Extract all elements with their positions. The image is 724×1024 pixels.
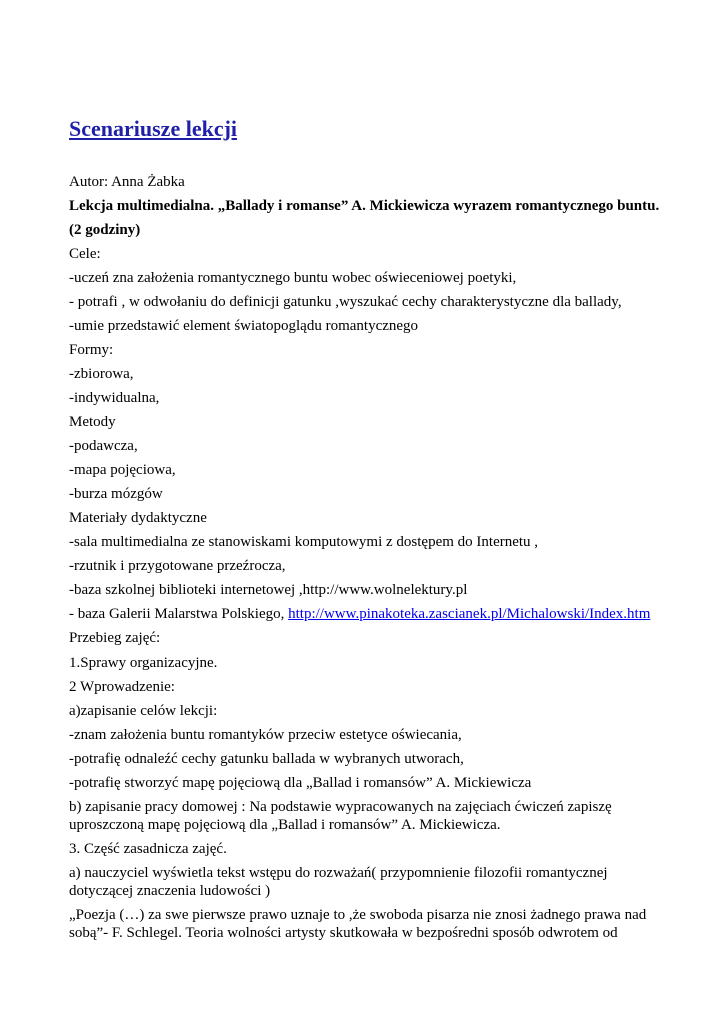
methods-heading: Metody [69, 414, 116, 430]
material-item [69, 605, 650, 623]
page-title: Scenariusze lekcji [69, 116, 238, 141]
goal-item: - potrafi , w odwołaniu do definicji gatunku ,wyszukać cechy charakterystyczne dla ballady, [69, 294, 622, 310]
teacher-note-line-1: a) nauczyciel wyświetla tekst wstępu do rozważań( przypomnienie filozofii romantycznej [69, 865, 608, 881]
goal-item: -uczeń zna założenia romantycznego buntu wobec oświeceniowej poetyki, [69, 270, 517, 286]
goal-item: -umie przedstawić element światopoglądu romantycznego [69, 318, 419, 334]
course-heading: Przebieg zajęć: [69, 630, 161, 646]
lesson-title-line-2: (2 godziny) [69, 222, 141, 238]
course-substep: a)zapisanie celów lekcji: [69, 703, 218, 719]
course-list-item: -znam założenia buntu romantyków przeciw estetyce oświecania, [69, 727, 462, 743]
form-item: -indywidualna, [69, 390, 160, 406]
course-list-item: -potrafię odnaleźć cechy gatunku ballada w wybranych utworach, [69, 751, 464, 767]
pinakoteka-link[interactable]: http://www.pinakoteka.zascianek.pl/Michalowski/Index.htm [288, 606, 651, 622]
quote-line-1: „Poezja (…) za swe pierwsze prawo uznaje to ,że swoboda pisarza nie znosi żadnego prawa nad [69, 907, 647, 923]
material-item-text: - baza Galerii Malarstwa Polskiego, [69, 606, 289, 622]
teacher-note-line-2: dotyczącej znaczenia ludowości ) [69, 883, 271, 899]
course-step: 1.Sprawy organizacyjne. [69, 655, 218, 671]
material-item: -rzutnik i przygotowane przeźrocza, [69, 558, 286, 574]
method-item: -burza mózgów [69, 486, 163, 502]
method-item: -podawcza, [69, 438, 138, 454]
author-line: Autor: Anna Żabka [69, 174, 185, 190]
material-item: -sala multimedialna ze stanowiskami komputowymi z dostępem do Internetu , [69, 534, 539, 550]
forms-heading: Formy: [69, 342, 114, 358]
lesson-title-line-1: Lekcja multimedialna. „Ballady i romanse” A. Mickiewicza wyrazem romantycznego buntu. [69, 198, 660, 214]
homework-line-1: b) zapisanie pracy domowej : Na podstawie wypracowanych na zajęciach ćwiczeń zapiszę [69, 799, 612, 815]
method-item: -mapa pojęciowa, [69, 462, 176, 478]
course-step: 2 Wprowadzenie: [69, 679, 175, 695]
material-item: -baza szkolnej biblioteki internetowej ,http://www.wolnelektury.pl [69, 582, 468, 598]
goals-heading: Cele: [69, 246, 101, 262]
form-item: -zbiorowa, [69, 366, 134, 382]
quote-line-2: sobą”- F. Schlegel. Teoria wolności artysty skutkowała w bezpośredni sposób odwrotem od [69, 925, 618, 941]
homework-line-2: uproszczoną mapę pojęciową dla „Ballad i romansów” A. Mickiewicza. [69, 817, 501, 833]
materials-heading: Materiały dydaktyczne [69, 510, 207, 526]
course-list-item: -potrafię stworzyć mapę pojęciową dla „Ballad i romansów” A. Mickiewicza [69, 775, 532, 791]
course-step: 3. Część zasadnicza zajęć. [69, 841, 227, 857]
